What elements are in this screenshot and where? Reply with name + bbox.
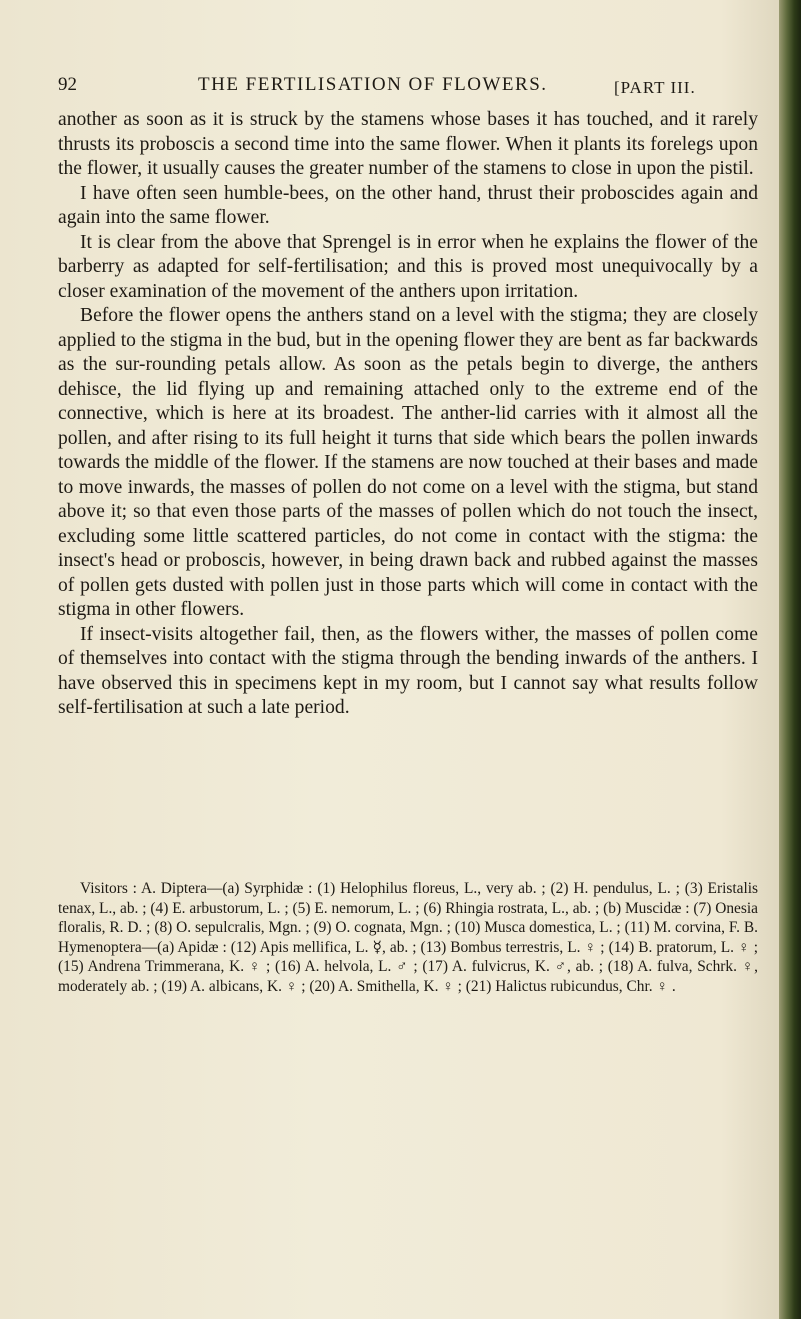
running-title: THE FERTILISATION OF FLOWERS.	[198, 74, 548, 95]
paragraph: another as soon as it is struck by the stamens whose bases it has touched, and it rarely thrusts its proboscis a second time into the same flower. When it plants its forelegs upon the flower, it usually causes the greater number of the stamens to close in upon the pistil.	[58, 109, 758, 179]
paragraph: It is clear from the above that Sprengel is in error when he explains the flower of the barberry as adapted for self-fertilisation; and this is proved most unequivocally by a closer examination of the movement of the anthers upon irritation.	[58, 231, 758, 302]
paragraph: If insect-visits altogether fail, then, as the flowers wither, the masses of pollen come of themselves into contact with the stigma through the bending inwards of the anthers. I have observed this in specimens kept in my room, but I cannot say what results follow self-fertilisation at such a late period.	[58, 623, 758, 718]
paragraph: Before the flower opens the anthers stand on a level with the stigma; they are closely applied to the stigma in the bud, but in the opening flower they are bent as far backwards as the sur-rounding petals allow. As soon as the petals begin to diverge, the anthers dehisce, the lid flying up and remaining attached only to the extreme end of the connective, which is here at its broadest. The anther-lid carries with it almost all the pollen, and after rising to its full height it turns that side which bears the pollen inwards towards the middle of the flower. If the stamens are now touched at their bases and made to move inwards, the masses of pollen do not come on a level with the stigma, but stand above it; so that even those parts of the masses of pollen which do not touch the insect, excluding some little scattered particles, do not come in contact with the stigma: the insect's head or proboscis, however, in being drawn back and rubbed against the masses of pollen gets dusted with pollen just in those parts which will come in contact with the stigma in other flowers.	[58, 305, 758, 620]
page-edge	[779, 0, 801, 1319]
paragraph: I have often seen humble-bees, on the other hand, thrust their proboscides again and again into the same flower.	[58, 182, 758, 228]
page-header	[58, 74, 758, 104]
page-number: 92	[58, 74, 77, 95]
visitors-footnote: Visitors : A. Diptera—(a) Syrphidæ : (1) Helophilus floreus, L., very ab. ; (2) H. pendulus, L. ; (3) Eristalis tenax, L., ab. ; (4) E. arbustorum, L. ; (5) E. nemorum, L. ; (6) Rhingia rostrata, L., ab. ; (b) Muscidæ : (7) Onesia floralis, R. D. ; (8) O. sepulcralis, Mgn. ; (9) O. cognata, Mgn. ; (10) Musca domestica, L. ; (11) M. corvina, F. B. Hymenoptera—(a) Apidæ : (12) Apis mellifica, L. ☿, ab. ; (13) Bombus terrestris, L. ♀ ; (14) B. pratorum, L. ♀ ; (15) Andrena Trimmerana, K. ♀ ; (16) A. helvola, L. ♂ ; (17) A. fulvicrus, K. ♂, ab. ; (18) A. fulva, Schrk. ♀, moderately ab. ; (19) A. albicans, K. ♀ ; (20) A. Smithella, K. ♀ ; (21) Halictus rubicundus, Chr. ♀ .	[58, 880, 758, 995]
part-label: [PART III.	[614, 78, 696, 97]
body-text	[58, 108, 758, 721]
